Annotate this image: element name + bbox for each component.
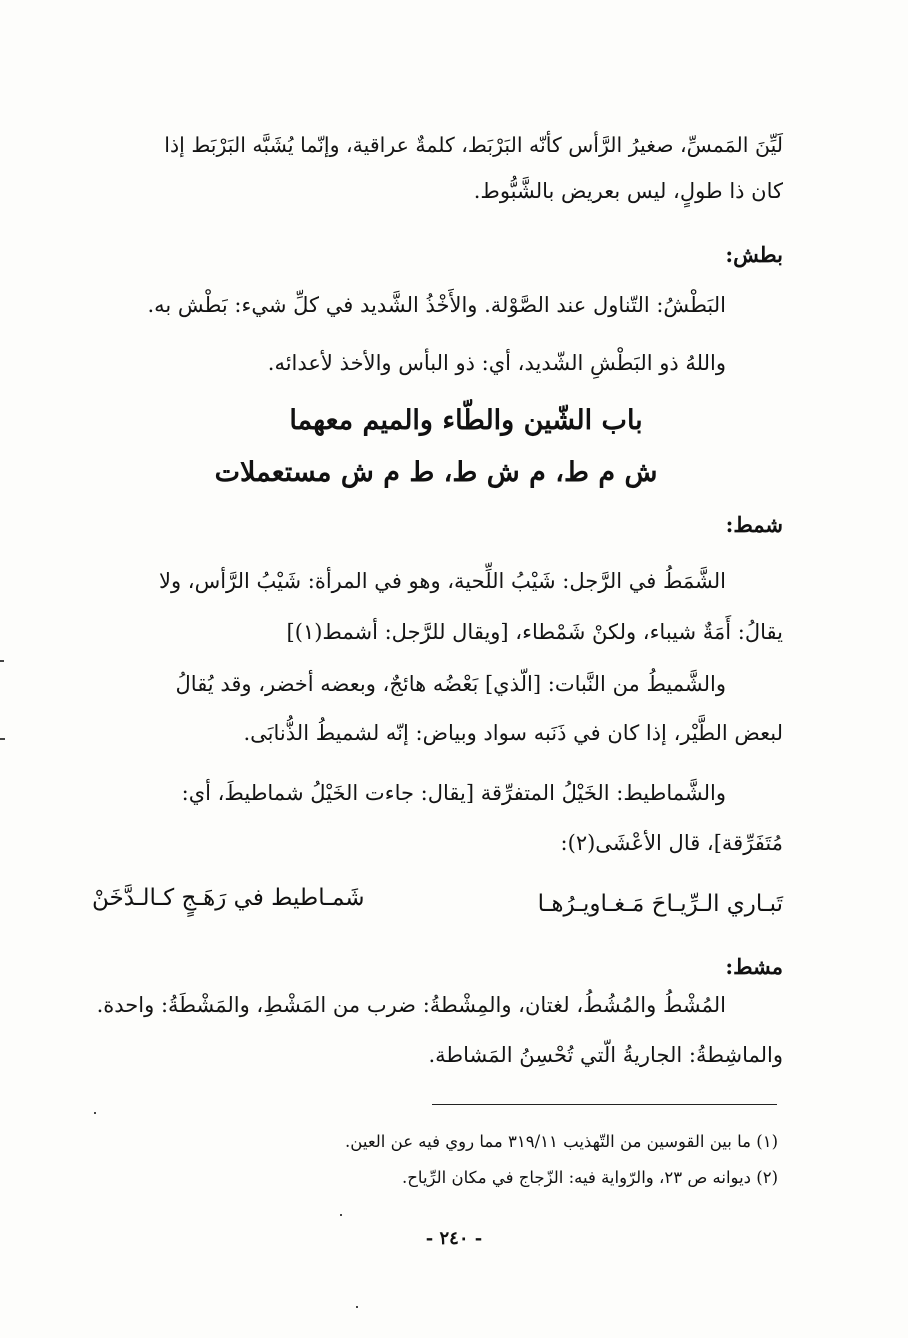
body-line: يقالُ: أَمَةٌ شيباء، ولكنْ شَمْطاء، [ويقال للرَّجل: أشمط(١)]: [286, 620, 783, 644]
entry-heading: بطش:: [725, 242, 783, 267]
scan-speck: [94, 1112, 96, 1114]
scan-speck: [0, 660, 4, 662]
footnote: (١) ما بين القوسين من التّهذيب ٣١٩/١١ مما روي فيه عن العين.: [345, 1132, 778, 1151]
body-line: والماشِطةُ: الجاريةُ الّتي تُحْسِنُ المَشاطة.: [428, 1043, 783, 1067]
scan-speck: [0, 738, 5, 740]
body-line: لبعض الطَّيْر، إذا كان في ذَنَبه سواد وبياض: إنّه لشميطُ الذُّنابَى.: [243, 721, 783, 745]
verse-hemistich-left: شَمـاطيط في رَهَـجٍ كـالـدَّخَنْ: [92, 885, 365, 911]
footnote: (٢) ديوانه ص ٢٣، والرّواية فيه: الزّجاج في مكان الرِّياح.: [402, 1168, 778, 1187]
body-line: مُتَفَرِّقة]، قال الأعْشَى(٢):: [560, 831, 783, 855]
body-line: واللهُ ذو البَطْشِ الشّديد، أي: ذو البأس والأخذ لأعدائه.: [267, 351, 726, 375]
scan-speck: [340, 1214, 342, 1216]
entry-heading: مشط:: [725, 954, 783, 979]
body-line: كان ذا طولٍ، ليس بعريض بالشَّبُّوط.: [473, 179, 783, 203]
page-number: - ٢٤٠ -: [425, 1228, 483, 1249]
entry-heading: شمط:: [725, 512, 783, 537]
body-line: الشَّمَطُ في الرَّجل: شَيْبُ اللِّحية، وهو في المرأة: شَيْبُ الرَّأس، ولا: [159, 569, 726, 593]
chapter-title: باب الشّين والطّاء والميم معهما: [289, 405, 643, 436]
scan-speck: [356, 1306, 358, 1308]
chapter-subtitle: ش م ط، م ش ط، ط م ش مستعملات: [214, 457, 658, 488]
body-line: المُشْطُ والمُشُطُ، لغتان، والمِشْطةُ: ضرب من المَشْطِ، والمَشْطَةُ: واحدة.: [96, 993, 726, 1017]
footnote-rule: [432, 1104, 777, 1105]
body-line: والشَّميطُ من النَّبات: [الّذي] بَعْضُه هائجٌ، وبعضه أخضر، وقد يُقالُ: [175, 672, 726, 696]
body-line: لَيِّنَ المَمسِّ، صغيرُ الرَّأس كأنّه البَرْبَط، كلمةٌ عراقية، وإنّما يُشَبَّه البَرْبَط إذا: [164, 133, 783, 157]
body-line: والشَّماطيط: الخَيْلُ المتفرِّقة [يقال: جاءت الخَيْلُ شماطيطَ، أي:: [181, 781, 726, 805]
body-line: البَطْشُ: التّناول عند الصَّوْلة. والأَخْذُ الشَّديد في كلِّ شيء: بَطْش به.: [147, 293, 726, 317]
verse-hemistich-right: تَبـاري الـرِّيـاحَ مَـغـاويـرُهـا: [537, 891, 783, 917]
